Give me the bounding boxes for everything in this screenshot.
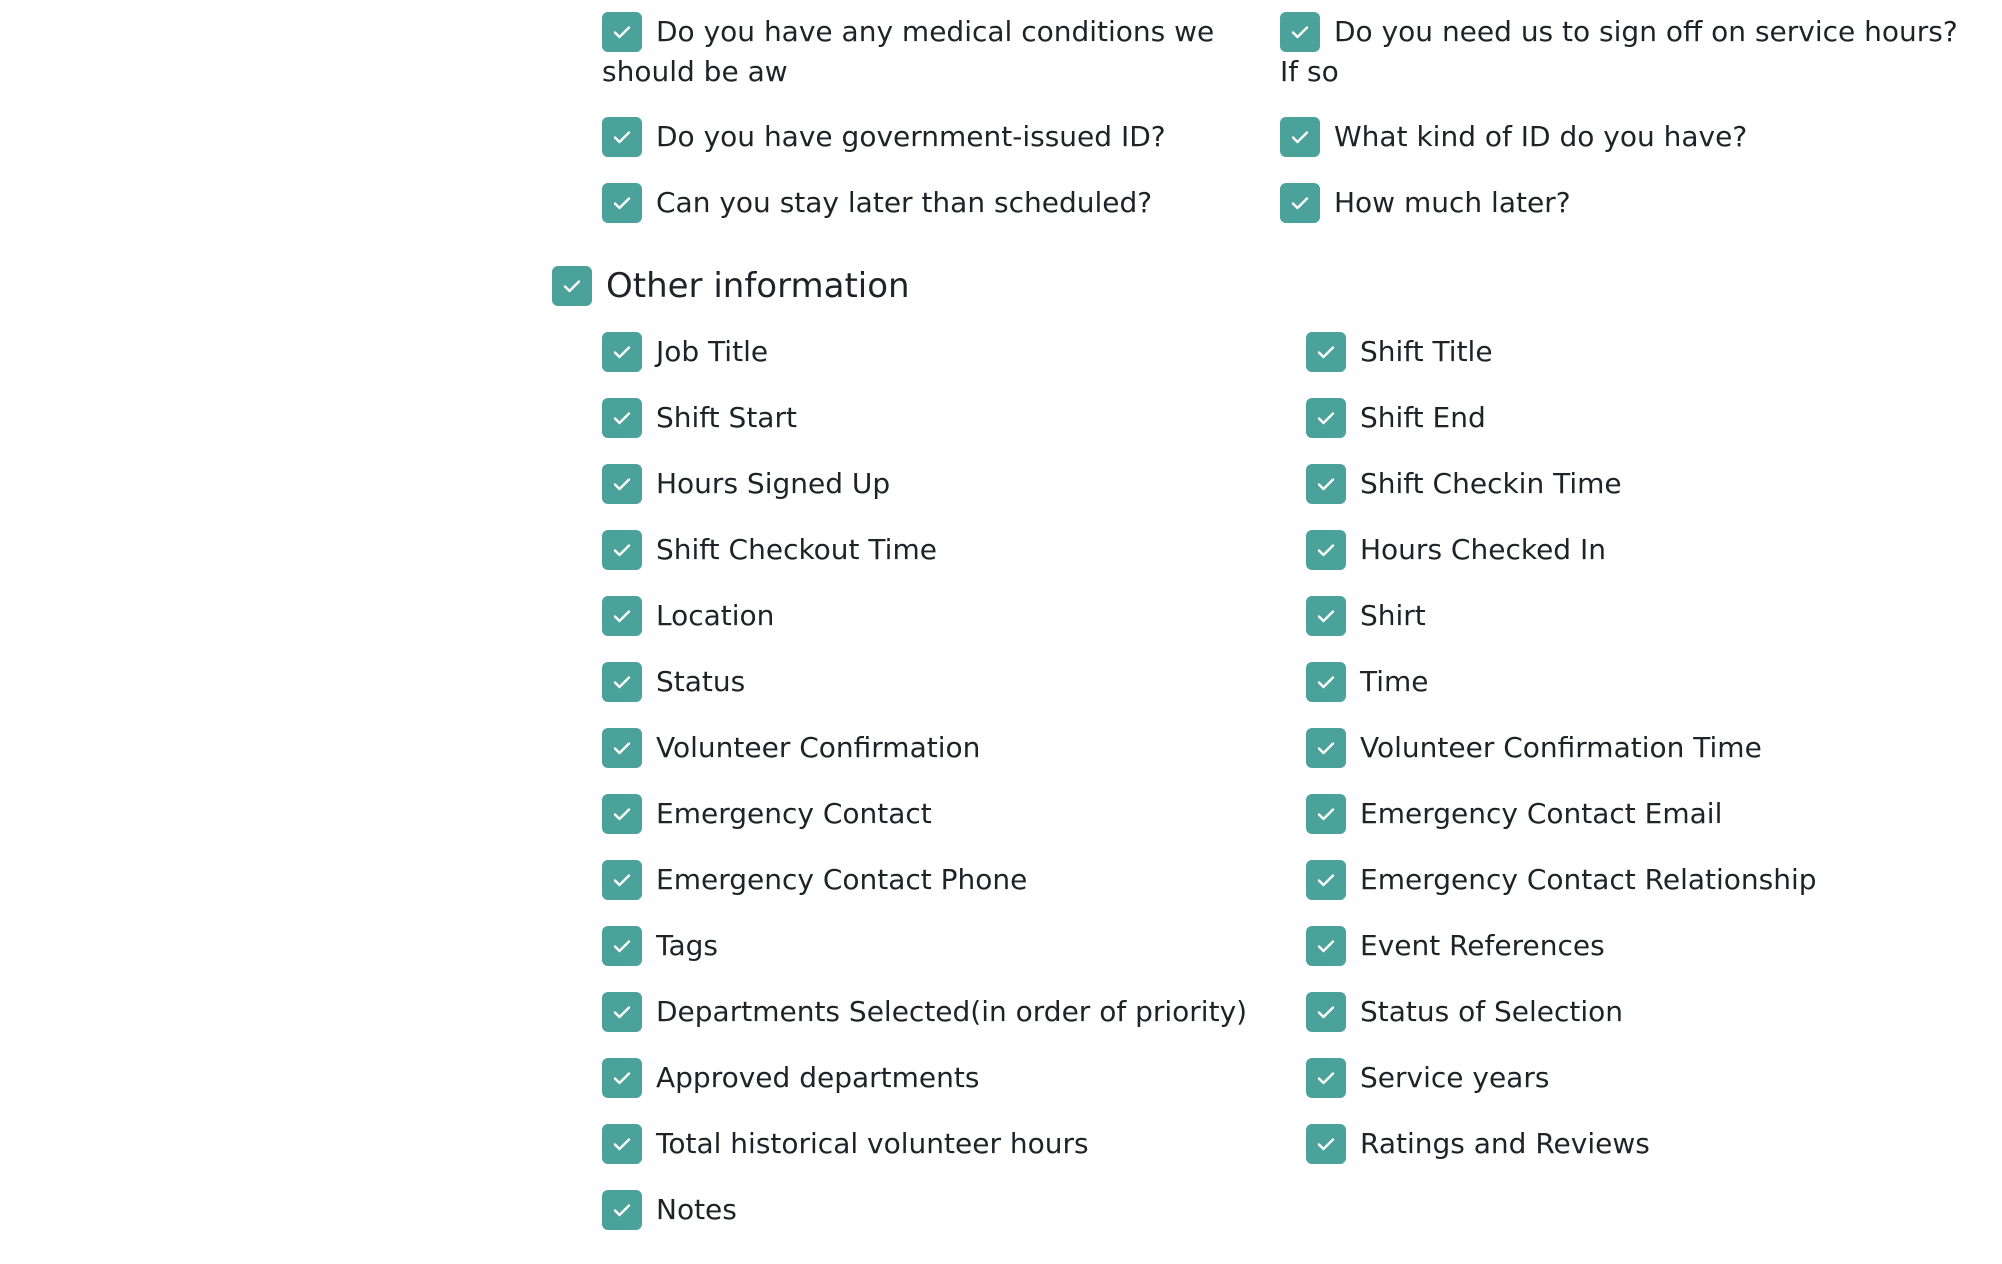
checkbox-question-gov-id[interactable] [602,117,642,157]
check-icon [1314,934,1338,958]
field-label: Emergency Contact [656,797,932,830]
checkbox-location[interactable] [602,596,642,636]
field-label: Approved departments [656,1061,980,1094]
checkbox-emergency-contact[interactable] [602,794,642,834]
question-gov-id-label: Do you have government-issued ID? [656,120,1166,153]
check-icon [610,1132,634,1156]
field-option-approved-departments[interactable] [602,1058,1306,1124]
field-label: Time [1360,665,1429,698]
checkbox-emergency-contact-email[interactable] [1306,794,1346,834]
check-icon [610,934,634,958]
checkbox-question-id-kind[interactable] [1280,117,1320,157]
field-label: Volunteer Confirmation Time [1360,731,1762,764]
checkbox-other-information[interactable] [552,266,592,306]
check-icon [1314,1000,1338,1024]
field-label: Tags [656,929,718,962]
checkbox-shift-start[interactable] [602,398,642,438]
field-option-shift-title[interactable] [1306,332,1946,398]
field-option-shift-end[interactable] [1306,398,1946,464]
checkbox-event-references[interactable] [1306,926,1346,966]
field-label: Emergency Contact Email [1360,797,1723,830]
field-label: Job Title [656,335,769,368]
field-option-ratings-and-reviews[interactable] [1306,1124,1946,1190]
field-option-total-historical-volunteer-hours[interactable] [602,1124,1306,1190]
field-option-emergency-contact-relationship[interactable] [1306,860,1946,926]
section-title: Other information [606,266,910,306]
checkbox-departments-selected-in-order-of-priority[interactable] [602,992,642,1032]
field-option-shift-checkout-time[interactable] [602,530,1306,596]
checkbox-question-how-much-later[interactable] [1280,183,1320,223]
field-label: Emergency Contact Phone [656,863,1028,896]
question-medical-label: Do you have any medical conditions we should be aw [602,15,1215,88]
check-icon [610,736,634,760]
checkbox-status-of-selection[interactable] [1306,992,1346,1032]
check-icon [610,1066,634,1090]
check-icon [1314,340,1338,364]
checkbox-hours-signed-up[interactable] [602,464,642,504]
check-icon [610,868,634,892]
checkbox-volunteer-confirmation[interactable] [602,728,642,768]
field-label: Shift End [1360,401,1486,434]
other-information-fields [602,332,1946,1256]
check-icon [610,20,634,44]
field-option-shirt[interactable] [1306,596,1946,662]
checkbox-shift-checkin-time[interactable] [1306,464,1346,504]
field-option-volunteer-confirmation[interactable] [602,728,1306,794]
field-label: Shift Title [1360,335,1493,368]
checkbox-time[interactable] [1306,662,1346,702]
checkbox-tags[interactable] [602,926,642,966]
checkbox-total-historical-volunteer-hours[interactable] [602,1124,642,1164]
field-option-emergency-contact-email[interactable] [1306,794,1946,860]
question-how-much-later[interactable] [1280,183,1950,223]
field-label: Hours Signed Up [656,467,891,500]
check-icon [1288,125,1312,149]
field-option-shift-checkin-time[interactable] [1306,464,1946,530]
check-icon [1314,802,1338,826]
field-option-emergency-contact[interactable] [602,794,1306,860]
check-icon [610,670,634,694]
field-option-status-of-selection[interactable] [1306,992,1946,1058]
check-icon [610,604,634,628]
check-icon [610,340,634,364]
field-label: Shift Checkout Time [656,533,937,566]
field-option-notes[interactable] [602,1190,1306,1256]
field-option-departments-selected-in-order-of-priority[interactable] [602,992,1306,1058]
field-label: Status [656,665,746,698]
question-medical[interactable] [602,12,1272,92]
checkbox-question-medical[interactable] [602,12,642,52]
checkbox-shift-end[interactable] [1306,398,1346,438]
field-option-hours-checked-in[interactable] [1306,530,1946,596]
check-icon [1314,406,1338,430]
section-other-information[interactable] [552,264,910,308]
check-icon [1314,1132,1338,1156]
check-icon [610,125,634,149]
check-icon [560,274,584,298]
checkbox-job-title[interactable] [602,332,642,372]
field-option-shift-start[interactable] [602,398,1306,464]
check-icon [610,472,634,496]
field-label: Emergency Contact Relationship [1360,863,1817,896]
check-icon [610,538,634,562]
check-icon [1314,670,1338,694]
checkbox-volunteer-confirmation-time[interactable] [1306,728,1346,768]
check-icon [1314,538,1338,562]
checkbox-service-years[interactable] [1306,1058,1346,1098]
field-label: Shift Checkin Time [1360,467,1622,500]
question-how-much-later-label: How much later? [1334,186,1571,219]
checkbox-hours-checked-in[interactable] [1306,530,1346,570]
field-label: Volunteer Confirmation [656,731,981,764]
checkbox-question-stay-later[interactable] [602,183,642,223]
field-option-emergency-contact-phone[interactable] [602,860,1306,926]
field-label: Event References [1360,929,1605,962]
field-option-event-references[interactable] [1306,926,1946,992]
check-icon [1314,1066,1338,1090]
check-icon [1288,191,1312,215]
field-option-time[interactable] [1306,662,1946,728]
field-option-tags[interactable] [602,926,1306,992]
field-label: Ratings and Reviews [1360,1127,1650,1160]
field-option-volunteer-confirmation-time[interactable] [1306,728,1946,794]
field-label: Shift Start [656,401,797,434]
checkbox-emergency-contact-phone[interactable] [602,860,642,900]
check-icon [610,1000,634,1024]
field-label: Departments Selected(in order of priority) [656,995,1248,1028]
field-label: Hours Checked In [1360,533,1606,566]
checkbox-shirt[interactable] [1306,596,1346,636]
check-icon [610,191,634,215]
question-gov-id[interactable] [602,117,1272,157]
field-label: Service years [1360,1061,1550,1094]
checkbox-notes[interactable] [602,1190,642,1230]
check-icon [610,406,634,430]
field-label: Total historical volunteer hours [656,1127,1089,1160]
checkbox-question-service-hours[interactable] [1280,12,1320,52]
field-label: Status of Selection [1360,995,1624,1028]
field-option-service-years[interactable] [1306,1058,1946,1124]
checkbox-shift-checkout-time[interactable] [602,530,642,570]
checkbox-status[interactable] [602,662,642,702]
checkbox-approved-departments[interactable] [602,1058,642,1098]
question-service-hours-label: Do you need us to sign off on service hours? If so [1280,15,1958,88]
check-icon [1314,736,1338,760]
field-option-hours-signed-up[interactable] [602,464,1306,530]
checkbox-shift-title[interactable] [1306,332,1346,372]
checkbox-ratings-and-reviews[interactable] [1306,1124,1346,1164]
field-option-location[interactable] [602,596,1306,662]
check-icon [610,802,634,826]
checkbox-emergency-contact-relationship[interactable] [1306,860,1346,900]
check-icon [1314,868,1338,892]
field-option-status[interactable] [602,662,1306,728]
field-label: Shirt [1360,599,1426,632]
question-stay-later[interactable] [602,183,1272,223]
check-icon [1314,604,1338,628]
question-service-hours[interactable] [1280,12,1960,92]
field-option-job-title[interactable] [602,332,1306,398]
question-stay-later-label: Can you stay later than scheduled? [656,186,1153,219]
field-label: Location [656,599,775,632]
question-id-kind-label: What kind of ID do you have? [1334,120,1748,153]
check-icon [1288,20,1312,44]
check-icon [1314,472,1338,496]
check-icon [610,1198,634,1222]
field-label: Notes [656,1193,737,1226]
question-id-kind[interactable] [1280,117,1950,157]
